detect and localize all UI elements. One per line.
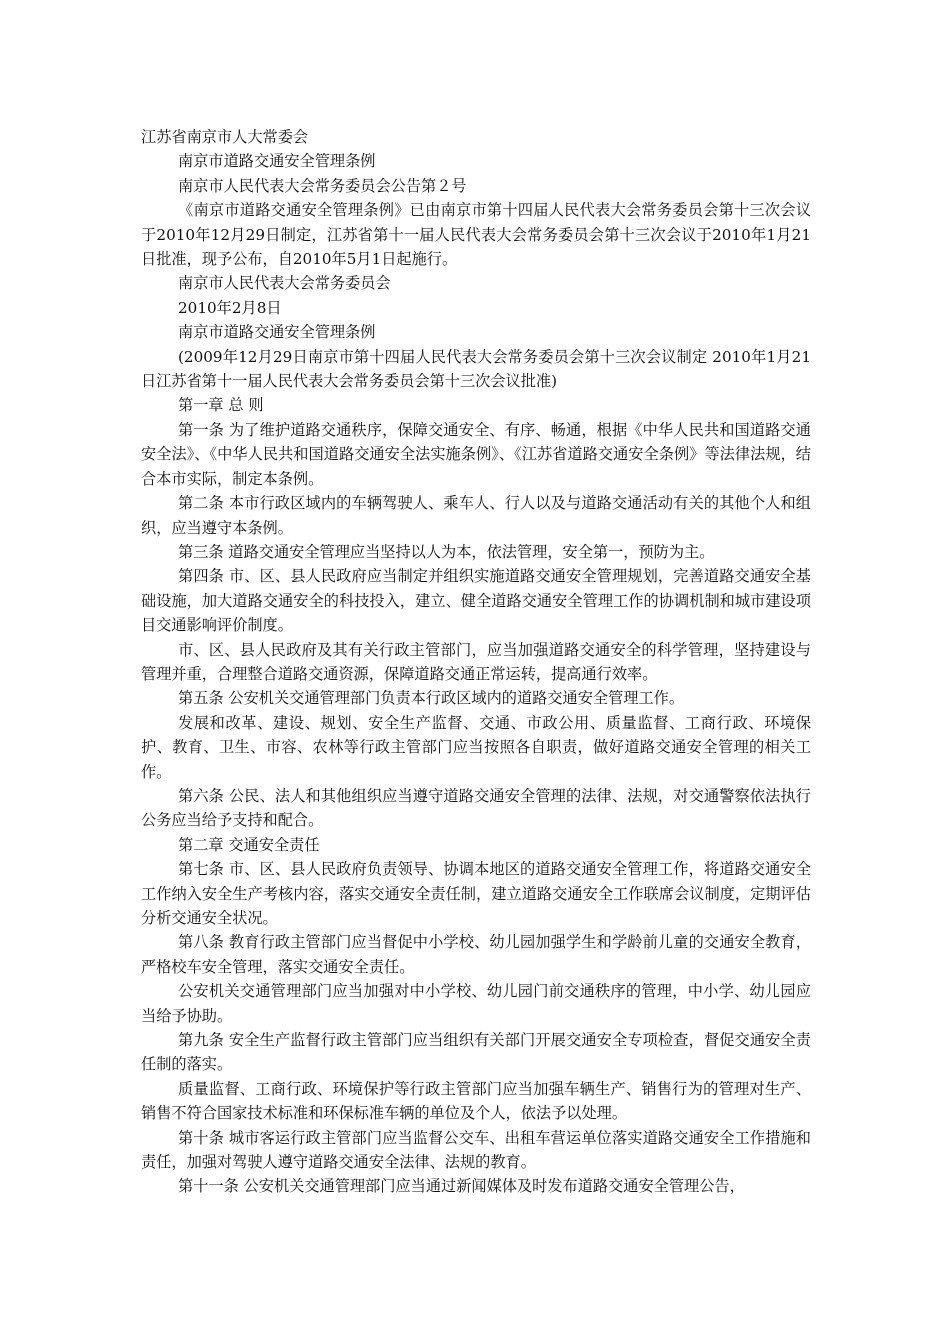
paragraph: 南京市人民代表大会常务委员会公告第２号	[178, 176, 467, 195]
paragraph: 第五条 公安机关交通管理部门负责本行政区域内的道路交通安全管理工作。	[178, 689, 685, 708]
paragraph: 南京市道路交通安全管理条例	[178, 152, 376, 171]
paragraph: 第十条 城市客运行政主管部门应当监督公交车、出租车营运单位落实道路交通安全工作措施和责任，加强对驾驶人遵守道路交通安全法律、法规的教育。	[141, 1128, 811, 1172]
paragraph: 第一条 为了维护道路交通秩序，保障交通安全、有序、畅通，根据《中华人民共和国道路交通安全法》、《中华人民共和国道路交通安全法实施条例》、《江苏省道路交通安全条例》等法律法规，结合本市实际，制定本条例。	[141, 420, 811, 488]
paragraph: 第三条 道路交通安全管理应当坚持以人为本，依法管理，安全第一，预防为主。	[178, 542, 715, 561]
paragraph: (2009年12月29日南京市第十四届人民代表大会常务委员会第十三次会议制定 2010年1月21日江苏省第十一届人民代表大会常务委员会第十三次会议批准)	[141, 347, 811, 391]
paragraph: 《南京市道路交通安全管理条例》已由南京市第十四届人民代表大会常务委员会第十三次会议于2010年12月29日制定，江苏省第十一届人民代表大会常务委员会第十三次会议于2010年1月21日批准，现予公布，自2010年5月1日起施行。	[141, 201, 811, 269]
paragraph: 第二章 交通安全责任	[178, 835, 320, 854]
paragraph: 质量监督、工商行政、环境保护等行政主管部门应当加强车辆生产、销售行为的管理对生产、销售不符合国家技术标准和环保标准车辆的单位及个人，依法予以处理。	[141, 1079, 811, 1123]
paragraph: 第七条 市、区、县人民政府负责领导、协调本地区的道路交通安全管理工作，将道路交通安全工作纳入安全生产考核内容，落实交通安全责任制，建立道路交通安全工作联席会议制度，定期评估分析交通安全状况。	[141, 860, 811, 927]
paragraph: 发展和改革、建设、规划、安全生产监督、交通、市政公用、质量监督、工商行政、环境保护、教育、卫生、市容、农林等行政主管部门应当按照各自职责，做好道路交通安全管理的相关工作。	[141, 713, 811, 781]
paragraph: 第四条 市、区、县人民政府应当制定并组织实施道路交通安全管理规划，完善道路交通安全基础设施，加大道路交通安全的科技投入，建立、健全道路交通安全管理工作的协调机制和城市建设项目交通影响评价制度。	[141, 567, 811, 635]
paragraph: 第六条 公民、法人和其他组织应当遵守道路交通安全管理的法律、法规，对交通警察依法执行公务应当给予支持和配合。	[141, 786, 811, 830]
paragraph: 市、区、县人民政府及其有关行政主管部门，应当加强道路交通安全的科学管理，坚持建设与管理并重，合理整合道路交通资源，保障道路交通正常运转，提高通行效率。	[141, 640, 811, 683]
paragraph: 南京市人民代表大会常务委员会	[178, 274, 391, 293]
paragraph: 第九条 安全生产监督行政主管部门应当组织有关部门开展交通安全专项检查，督促交通安全责任制的落实。	[141, 1031, 811, 1074]
paragraph: 2010年2月8日	[178, 298, 282, 317]
paragraph: 第八条 教育行政主管部门应当督促中小学校、幼儿园加强学生和学龄前儿童的交通安全教育，严格校车安全管理，落实交通安全责任。	[141, 933, 811, 976]
paragraph: 南京市道路交通安全管理条例	[178, 323, 376, 342]
paragraph: 公安机关交通管理部门应当加强对中小学校、幼儿园门前交通秩序的管理，中小学、幼儿园应当给予协助。	[141, 982, 811, 1025]
paragraph: 第一章 总 则	[178, 396, 264, 415]
document-body	[141, 125, 811, 1199]
paragraph: 第二条 本市行政区域内的车辆驾驶人、乘车人、行人以及与道路交通活动有关的其他个人和组织，应当遵守本条例。	[141, 494, 811, 537]
paragraph: 第十一条 公安机关交通管理部门应当通过新闻媒体及时发布道路交通安全管理公告，	[178, 1177, 745, 1196]
paragraph: 江苏省南京市人大常委会	[141, 128, 309, 146]
